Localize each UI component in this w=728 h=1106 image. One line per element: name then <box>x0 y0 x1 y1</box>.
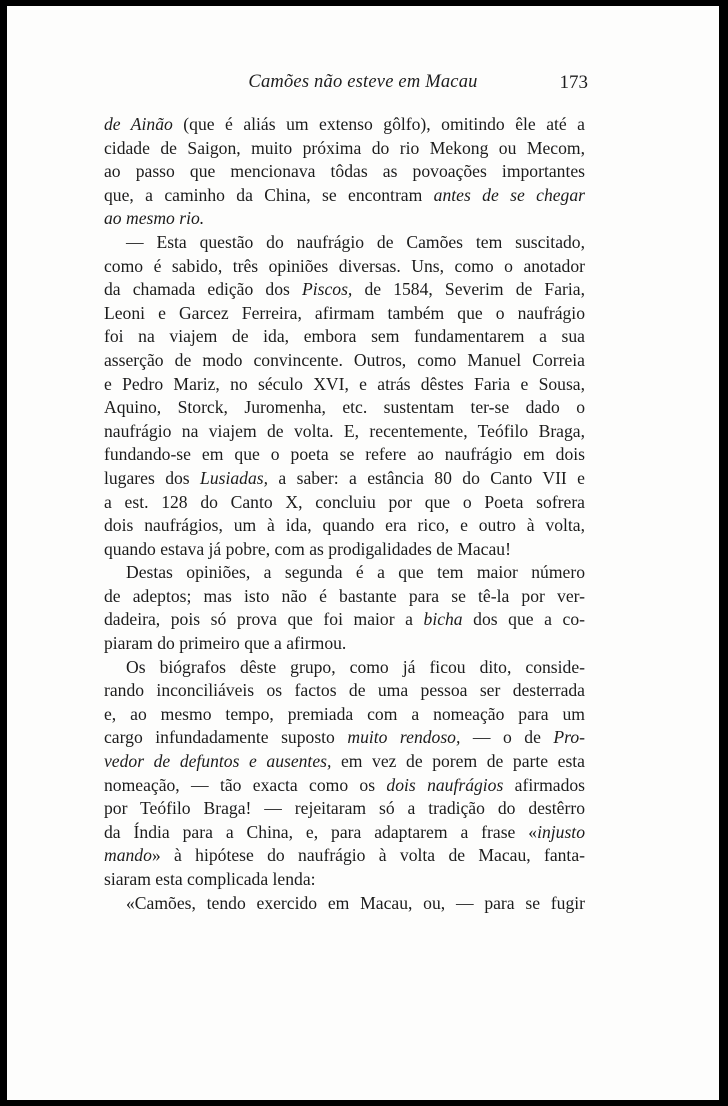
text-run: siaram esta complicada lenda: <box>104 869 316 889</box>
italic-text: injusto <box>537 821 585 842</box>
text-run: da Índia para a China, e, para adaptarem a frase « <box>104 821 538 842</box>
text-run: cargo infundadamente suposto <box>104 727 348 748</box>
text-line <box>104 608 585 632</box>
text-run: e Pedro Mariz, no século XVI, e atrás dêstes Faria e Sousa, <box>104 373 585 394</box>
italic-text: bicha <box>423 609 463 630</box>
text-run: de 1584, Severim de Faria, <box>352 279 585 300</box>
text-run: — o de <box>460 727 554 748</box>
text-run: de adeptos; mas isto não é bastante para se tê-la por ver- <box>104 585 585 606</box>
text-line <box>104 679 585 703</box>
text-run: (que é aliás um extenso gôlfo), omitindo êle até a <box>172 114 585 134</box>
italic-text: mando <box>104 845 152 866</box>
text-run: que, a caminho da China, se encontram <box>104 184 434 205</box>
running-title: Camões não esteve em Macau <box>248 72 478 92</box>
text-run: Destas opiniões, a segunda é a que tem maior número <box>126 562 585 583</box>
text-line <box>104 137 585 161</box>
text-line <box>104 302 585 326</box>
text-line <box>104 585 585 609</box>
italic-text: ao mesmo rio. <box>104 208 205 229</box>
text-line <box>104 821 585 845</box>
text-line <box>104 373 585 397</box>
text-line <box>104 726 585 750</box>
text-run: como é sabido, três opiniões diversas. Uns, como o anotador <box>104 255 585 276</box>
text-run: dos que a co- <box>462 609 585 630</box>
text-line <box>104 703 585 727</box>
text-line <box>104 113 585 137</box>
text-run: a est. 128 do Canto X, concluiu por que o Poeta sofrera <box>104 491 585 512</box>
text-line <box>104 207 585 231</box>
text-line <box>104 797 585 821</box>
text-line <box>104 561 585 585</box>
italic-text: Lusiadas, <box>200 467 268 488</box>
text-line <box>104 349 585 373</box>
text-run: naufrágio na viajem de volta. E, recentemente, Teófilo Braga, <box>104 420 585 441</box>
text-line <box>104 325 585 349</box>
text-line <box>104 396 585 420</box>
page-header <box>7 72 719 98</box>
text-line <box>104 467 585 491</box>
text-run: foi na viajem de ida, embora sem fundamentarem a sua <box>104 326 585 347</box>
text-run: Leoni e Garcez Ferreira, afirmam também que o naufrágio <box>104 302 585 323</box>
text-line <box>104 750 585 774</box>
text-run: cidade de Saigon, muito próxima do rio Mekong ou Mecom, <box>104 137 585 158</box>
italic-text: muito rendoso, <box>347 727 461 748</box>
italic-text: vedor de defuntos e ausentes, <box>104 751 332 772</box>
text-run: em vez de porem de parte esta <box>331 751 585 772</box>
book-page <box>7 6 719 1100</box>
text-run: Os biógrafos dêste grupo, como já ficou dito, conside- <box>126 656 585 677</box>
text-line <box>104 656 585 680</box>
text-line <box>104 632 585 656</box>
text-line <box>104 844 585 868</box>
italic-text: de Ainão <box>104 114 173 134</box>
text-run: rando inconciliáveis os factos de uma pessoa ser desterrada <box>104 680 585 701</box>
italic-text: Pro- <box>553 727 585 748</box>
italic-text: antes de se chegar <box>433 184 585 205</box>
text-line <box>104 514 585 538</box>
text-run: por Teófilo Braga! — rejeitaram só a tradição do destêrro <box>104 798 585 819</box>
text-line <box>104 538 585 562</box>
text-line <box>104 278 585 302</box>
text-run: » à hipótese do naufrágio à volta de Macau, fanta- <box>151 845 585 866</box>
text-run: — Esta questão do naufrágio de Camões tem suscitado, <box>126 231 585 252</box>
text-run: asserção de modo convincente. Outros, como Manuel Correia <box>104 349 585 370</box>
text-line <box>104 774 585 798</box>
text-run: fundando-se em que o poeta se refere ao naufrágio em dois <box>104 444 585 465</box>
text-run: lugares dos <box>104 467 201 488</box>
text-run: Aquino, Storck, Juromenha, etc. sustentam ter-se dado o <box>104 397 585 418</box>
text-run: «Camões, tendo exercido em Macau, ou, — para se fugir <box>126 892 585 913</box>
text-line <box>104 443 585 467</box>
italic-text: dois naufrágios <box>386 774 504 795</box>
text-run: dadeira, pois só prova que foi maior a <box>104 609 424 630</box>
text-run: da chamada edição dos <box>104 279 302 300</box>
text-line <box>104 255 585 279</box>
text-run: a saber: a estância 80 do Canto VII e <box>268 467 585 488</box>
text-run: dois naufrágios, um à ida, quando era rico, e outro à volta, <box>104 515 585 536</box>
text-run: e, ao mesmo tempo, premiada com a nomeação para um <box>104 703 585 724</box>
body-text <box>104 113 585 915</box>
text-line <box>104 491 585 515</box>
page-number: 173 <box>559 72 588 93</box>
text-line <box>104 868 585 892</box>
text-run: afirmados <box>503 774 586 795</box>
text-run: piaram do primeiro que a afirmou. <box>104 633 347 654</box>
text-run: nomeação, — tão exacta como os <box>104 774 387 795</box>
text-line <box>104 231 585 255</box>
text-line <box>104 420 585 444</box>
text-line <box>104 892 585 916</box>
italic-text: Piscos, <box>302 279 353 300</box>
text-run: quando estava já pobre, com as prodigalidades de Macau! <box>104 538 511 559</box>
text-line <box>104 160 585 184</box>
text-run: ao passo que mencionava tôdas as povoações importantes <box>104 161 585 182</box>
text-line <box>104 184 585 208</box>
